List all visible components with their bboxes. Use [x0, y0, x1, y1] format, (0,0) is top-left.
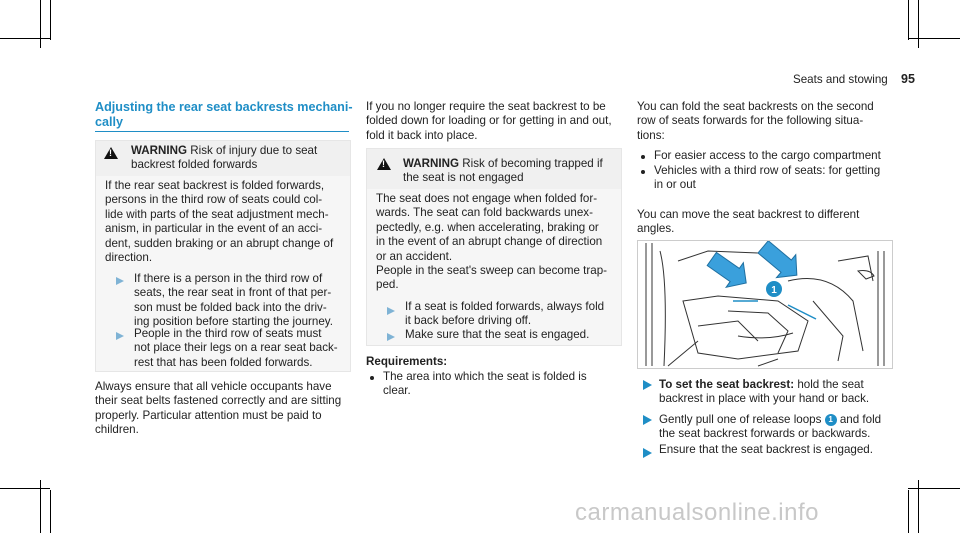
warning-text	[376, 192, 616, 293]
text-line: Vehicles with a third row of seats: for getting	[654, 164, 881, 177]
warning-step	[134, 272, 344, 330]
warning-icon	[104, 147, 118, 159]
text-line: their seat belts fastened correctly and are sitting	[95, 394, 342, 408]
text-line: If you no longer require the seat backrest to be	[366, 100, 606, 113]
requirements-label: Requirements:	[366, 355, 448, 368]
instruction-step	[659, 443, 899, 457]
crop-mark	[50, 490, 51, 533]
bullet-item	[654, 164, 899, 193]
text-line: in the event of an abrupt change of direction	[376, 235, 603, 249]
warning-step	[405, 328, 615, 342]
step-title: To set the seat backrest:	[659, 378, 795, 391]
warning-head-text: the seat is not engaged	[403, 171, 524, 185]
instruction-step	[659, 413, 899, 442]
step-text: Gently pull one of release loops	[659, 413, 825, 426]
heading-rule	[95, 131, 349, 132]
running-header	[793, 73, 888, 86]
step-arrow-icon	[643, 448, 652, 458]
text-line: or an accident.	[376, 249, 453, 263]
text-line: children.	[95, 423, 139, 437]
section-heading	[95, 100, 355, 130]
paragraph	[637, 100, 897, 143]
text-line: dent, sudden braking or an abrupt change of	[105, 236, 334, 250]
warning-head	[403, 157, 618, 186]
seat-illustration	[637, 240, 893, 369]
text-line: If there is a person in the third row of	[134, 272, 323, 285]
text-line: If a seat is folded forwards, always fold	[405, 300, 605, 313]
step-text: and fold	[836, 413, 882, 426]
text-line: lide with parts of the seat adjustment mech-	[105, 207, 329, 221]
crop-mark	[908, 0, 909, 40]
text-line: fold it back into place.	[366, 128, 478, 142]
callout-number: 1	[771, 285, 777, 296]
text-line: it back before driving off.	[405, 314, 532, 328]
warning-step	[405, 300, 615, 329]
text-line: tions:	[637, 128, 665, 142]
bullet-icon	[641, 170, 645, 174]
step-arrow-icon	[387, 333, 395, 341]
paragraph	[366, 100, 626, 143]
warning-text	[105, 179, 345, 265]
requirement-item	[383, 370, 623, 399]
text-line: son must be folded back into the driv-	[134, 300, 327, 314]
text-line: Make sure that the seat is engaged.	[405, 328, 590, 341]
warning-box	[95, 140, 351, 372]
text-line: pectedly, e.g. when accelerating, braking or	[376, 220, 599, 234]
step-text: Ensure that the seat backrest is engaged.	[659, 443, 873, 456]
text-line: row of seats forwards for the following situa-	[637, 114, 864, 128]
step-arrow-icon	[643, 380, 652, 390]
warning-head-text: Risk of injury due to seat	[190, 144, 318, 157]
step-arrow-icon	[387, 307, 395, 315]
text-line: People in the third row of seats must	[134, 327, 322, 340]
crop-mark	[908, 490, 909, 533]
text-line: seats, the rear seat in front of that per-	[134, 286, 332, 300]
crop-mark	[908, 488, 960, 489]
warning-step	[134, 327, 344, 370]
crop-mark	[50, 0, 51, 40]
bullet-icon	[641, 155, 645, 159]
text-line: clear.	[383, 384, 411, 398]
text-line: You can fold the seat backrests on the second	[637, 100, 874, 113]
crop-mark	[0, 488, 50, 489]
warning-label: WARNING	[403, 157, 460, 170]
text-line: ped.	[376, 278, 399, 292]
heading-line: cally	[95, 115, 124, 129]
crop-mark	[40, 480, 41, 533]
section-title: Seats and stowing	[793, 73, 888, 86]
text-line: direction.	[105, 251, 153, 265]
warning-box	[366, 148, 622, 346]
text-line: anism, in particular in the event of an acci-	[105, 222, 323, 236]
warning-icon	[377, 158, 391, 170]
paragraph	[95, 380, 355, 438]
warning-head-text: Risk of becoming trapped if	[462, 157, 603, 170]
text-line: Always ensure that all vehicle occupants have	[95, 380, 332, 393]
seat-drawing	[638, 241, 892, 368]
text-line: People in the seat's sweep can become trap-	[376, 264, 608, 278]
text-line: persons in the third row of seats could col-	[105, 193, 323, 207]
instruction-step	[659, 378, 899, 407]
text-line: the seat backrest forwards or backwards.	[659, 427, 871, 441]
text-line: angles.	[637, 222, 675, 236]
warning-label: WARNING	[131, 144, 188, 157]
crop-mark	[0, 38, 50, 39]
text-line: For easier access to the cargo compartment	[654, 149, 881, 162]
bullet-item	[654, 149, 899, 163]
watermark: carmanualsonline.info	[575, 499, 819, 526]
crop-mark	[908, 38, 960, 39]
text-line: ing position before starting the journey.	[134, 315, 333, 329]
text-line: not place their legs on a rear seat back-	[134, 341, 338, 355]
text-line: properly. Particular attention must be paid to	[95, 408, 322, 422]
step-arrow-icon	[116, 332, 124, 340]
heading-line: Adjusting the rear seat backrests mechani-	[95, 100, 353, 114]
crop-mark	[40, 0, 41, 48]
text-line: The seat does not engage when folded for-	[376, 192, 598, 205]
text-line: The area into which the seat is folded is	[383, 370, 587, 383]
warning-body	[367, 189, 621, 345]
text-line: rest that has been folded forwards.	[134, 355, 313, 369]
text-line: folded down for loading or for getting in and out,	[366, 114, 612, 128]
text-line: wards. The seat can fold backwards unex-	[376, 206, 593, 220]
callout-marker: 1	[825, 414, 837, 426]
step-arrow-icon	[116, 277, 124, 285]
warning-head-text: backrest folded forwards	[131, 158, 258, 172]
bullet-icon	[370, 376, 374, 380]
text-line: If the rear seat backrest is folded forwards,	[105, 179, 325, 192]
text-line: You can move the seat backrest to different	[637, 208, 860, 221]
crop-mark	[918, 480, 919, 533]
text-line: in or out	[654, 178, 696, 192]
step-text: hold the seat	[794, 378, 864, 391]
crop-mark	[918, 0, 919, 48]
text-line: backrest in place with your hand or back.	[659, 392, 870, 406]
step-arrow-icon	[643, 415, 652, 425]
paragraph	[637, 208, 897, 237]
page-number: 95	[901, 72, 915, 86]
warning-head	[131, 144, 346, 173]
warning-body	[96, 176, 350, 371]
